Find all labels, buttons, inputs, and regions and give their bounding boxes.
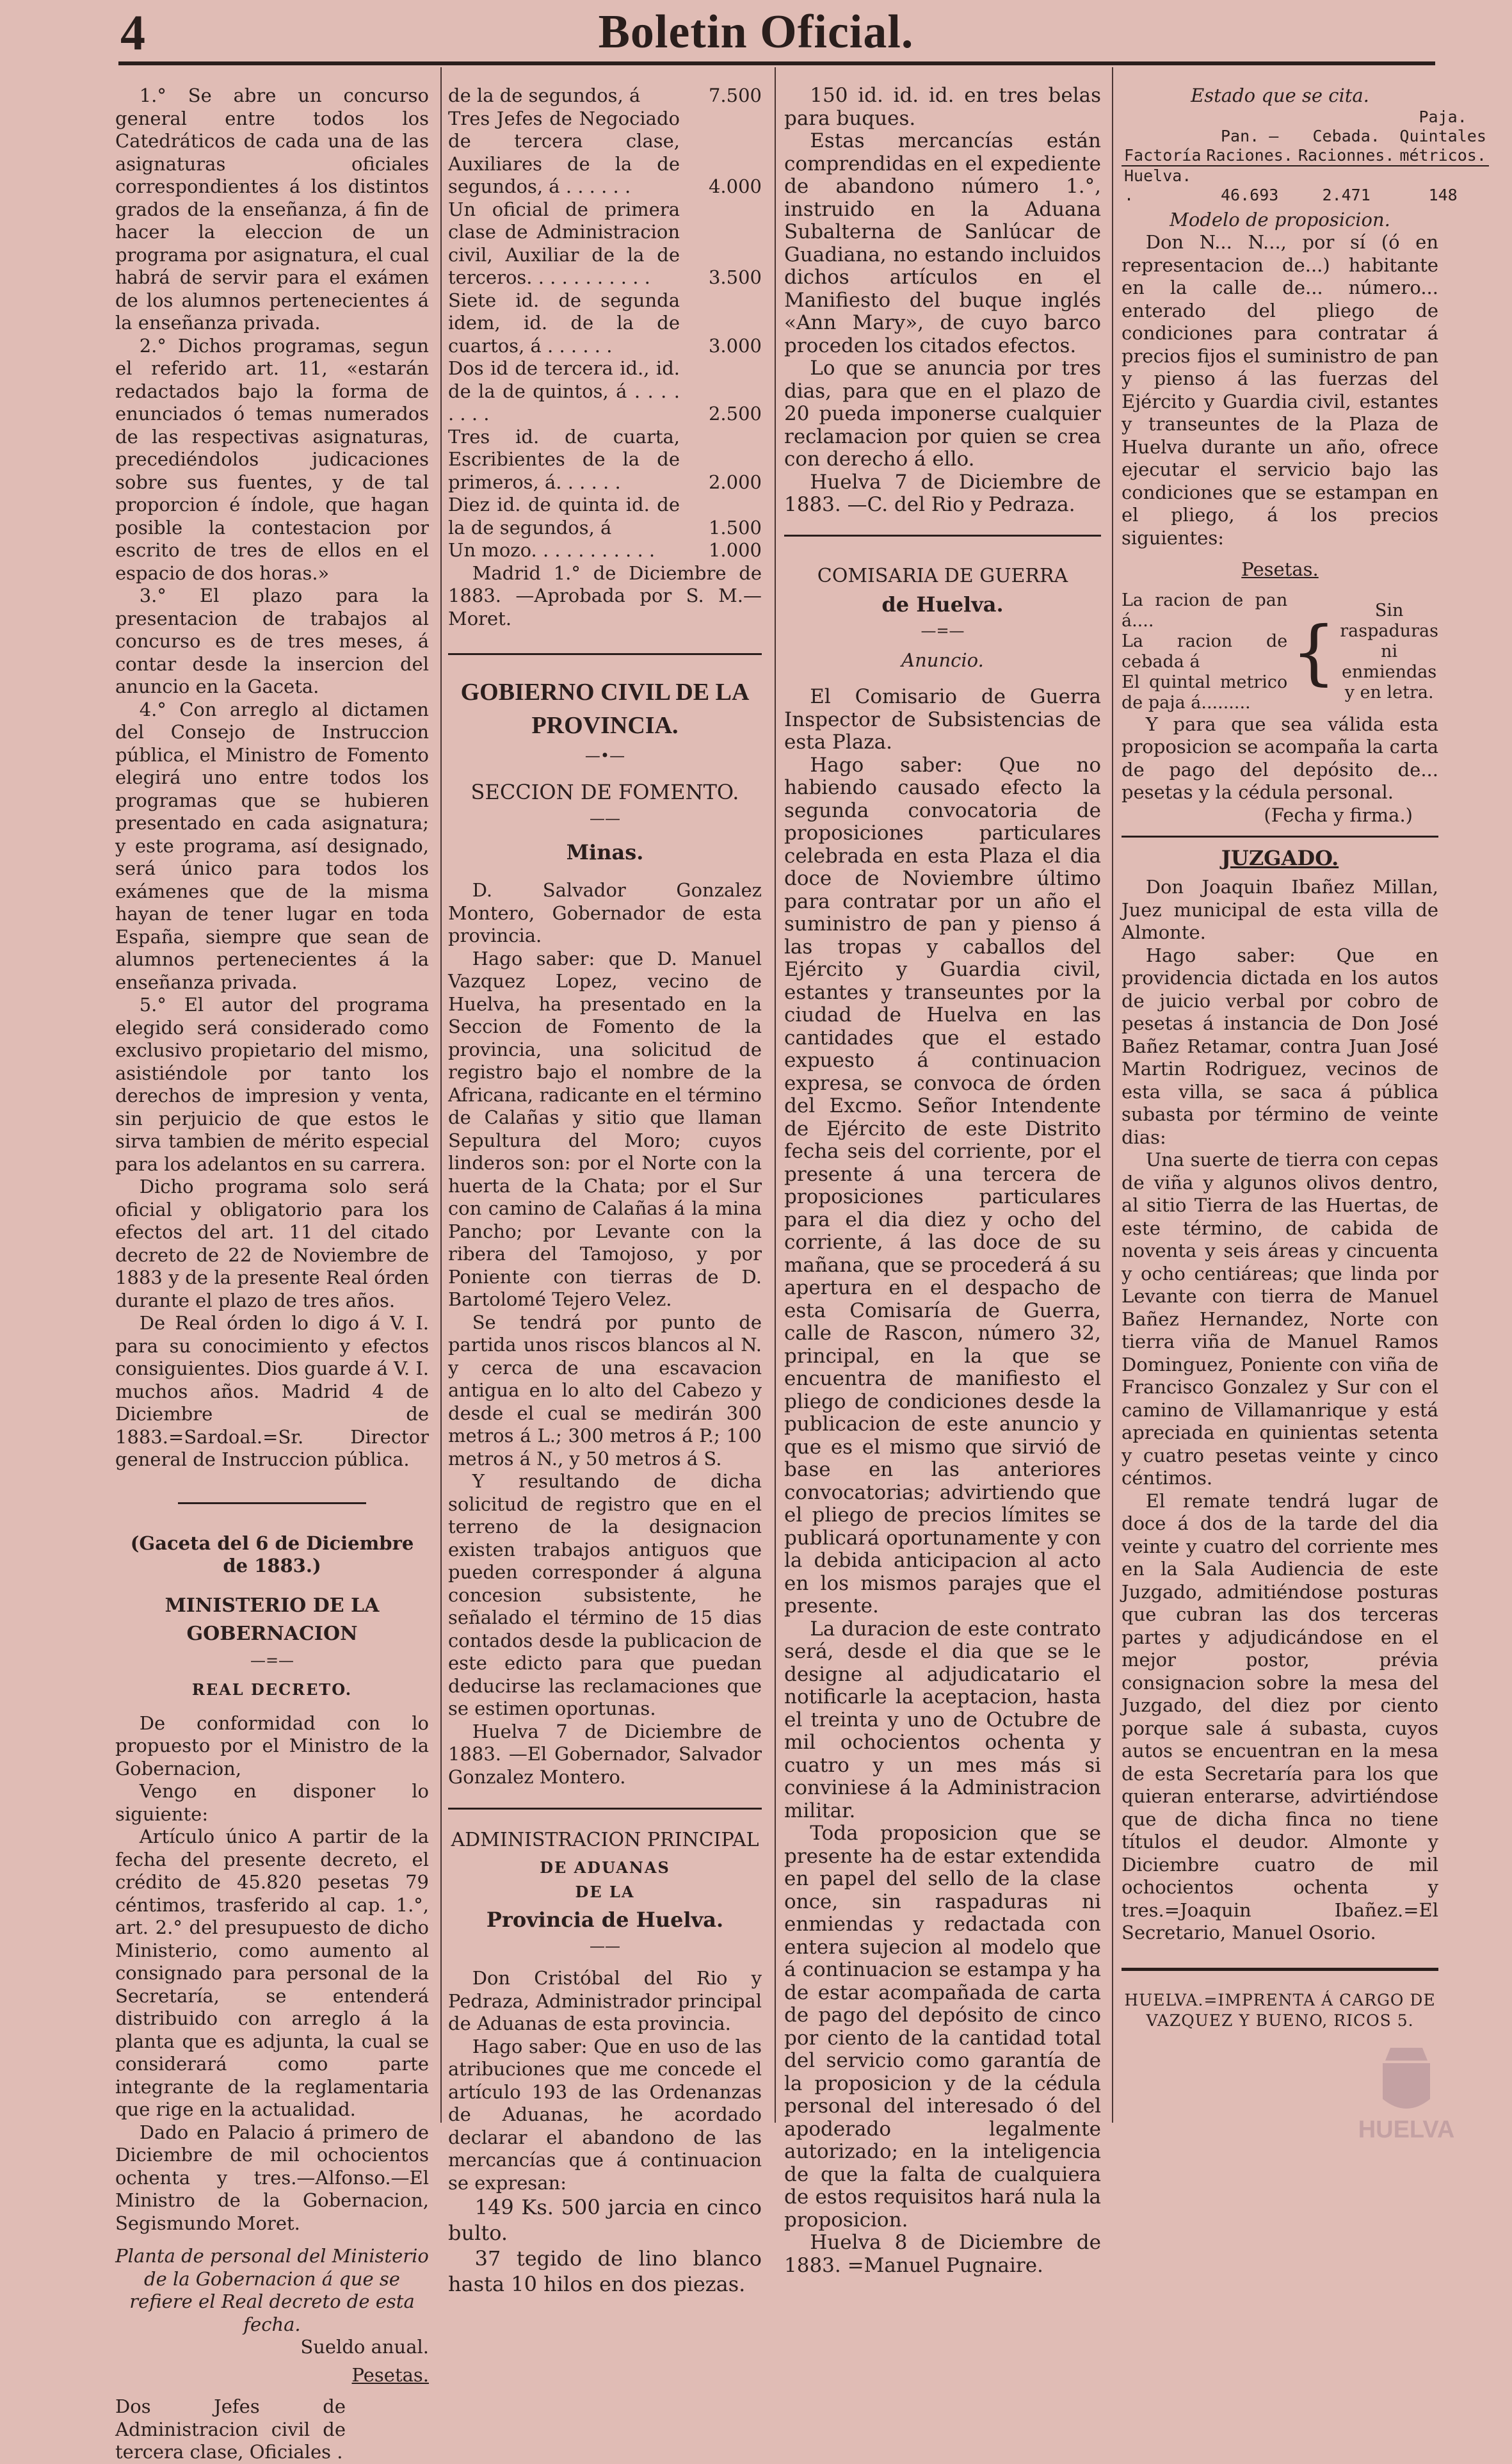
divider (178, 1502, 366, 1504)
masthead-title: Boletin Oficial. (598, 6, 914, 58)
column-3 (784, 85, 1101, 2277)
divider (448, 1808, 762, 1810)
column-1 (115, 85, 429, 2464)
paragraph: Hago saber: Que no habiendo causado efecto la segunda convocatoria de proposiciones particulares celebrada en esta Plaza el dia doce de Noviembre último para contratar por un año el suministro de pan y pienso á las tropas y caballos del Ejército y Guardia civil, estantes y transeuntes por la ciudad de Huelva en las cantidades que el estado expuesto á continuacion expresa, se convoca de órden del Excmo. Señor Intendente de Ejército de este Distrito fecha seis del corriente, por el presente á una tercera de proposiciones particulares para el dia diez y ocho del corriente, á las doce de su mañana, que se procederá á su apertura en el despacho de esta Comisaría de Guerra, calle de Rascon, número 32, principal, en la que se encuentra de manifiesto el pliego de condiciones desde la publicacion de este anuncio y que es el mismo que sirvió de base en las anteriores convocatorias; advirtiendo que el pliego de precios límites se publicará oportunamente y con la debida anticipacion al acto en los mismos parajes que el presente. (784, 753, 1101, 1617)
paragraph: Toda proposicion que se presente ha de estar extendida en papel del sello de la clase once, sin raspaduras ni enmiendas y redactada con entera sujecion al modelo que á continuacion se estampa y ha de estar acompañada de carta de pago del depósito de cinco por ciento de la cantidad total del servicio como garantía de la proposicion y de la cédula personal del interesado ó del apoderado legalmente autorizado; en la inteligencia de que la falta de cualquiera de estos requisitos hará nula la proposicion. (784, 1822, 1101, 2232)
item-amount: 3.500 (708, 266, 762, 288)
paragraph: 2.° Dichos programas, segun el referido art. 11, «estarán redactados bajo la forma de enunciados ó temas numerados de las respectivas asignaturas, precediéndolos judicaciones sobre sus fuentes, y de tal proporcion é índole, que hagan posible la contestacion por escrito de tres de ellos en el espacio de dos horas.» (115, 334, 429, 584)
item-amount: 7.500 (708, 85, 762, 106)
paragraph: De Real órden lo digo á V. I. para su conocimiento y efectos consiguientes. Dios guarde á V. I. muchos años. Madrid 4 de Diciembre de 1883.=Sardoal.=Sr. Director general de Instruccion pública. (115, 1312, 429, 1470)
seal-icon (1346, 2041, 1467, 2144)
table-header (1122, 108, 1489, 166)
divider (1122, 1968, 1438, 1971)
paragraph: Don Joaquin Ibañez Millan, Juez municipal de esta villa de Almonte. (1122, 876, 1438, 943)
paragraph: Y resultando de dicha solicitud de registro que en el terreno de la designacion existen trabajos antiguos que pueden corresponder á alguna concesion subsistente, he señalado el término de 15 dias contados desde la publicacion de este edicto para que puedan deducirse las reclamaciones que se estimen oportunas. (448, 1470, 762, 1719)
minas-heading: Minas. (566, 840, 644, 864)
item-label: Siete id. de segunda idem, id. de la de cuartos, á . . . . . . (448, 289, 680, 357)
list-item: Dos Jefes de Administracion civil de tercera clase, Oficiales . (115, 2395, 346, 2463)
paragraph: Don N... N..., por sí (ó en representacion de...) habitante en la calle de... número... enterado del pliego de condiciones para contratar á precios fijos el suministro de pan y pienso á las fuerzas del Ejército y Guardia civil, estantes y transeuntes de la Plaza de Huelva durante un año, ofrece ejecutar el servicio bajo las condiciones que se estampan en el pliego, á los precios siguientes: (1122, 231, 1438, 549)
item-label: Tres Jefes de Negociado de tercera clase, Auxiliares de la de segundos, á . . . . . . (448, 107, 680, 197)
ministry-heading: MINISTERIO DE LA GOBERNACION (165, 1594, 380, 1645)
admin-subheading: DE ADUANAS (540, 1858, 670, 1877)
paragraph: 4.° Con arreglo al dictamen del Consejo de Instruccion pública, el Ministro de Fomento elegirá uno entre todos los programas que se hubieren presentado en cada asignatura; y este programa, así designado, será único para todos los exámenes que de la misma hayan de tener lugar en toda España, siempre que sean de alumnos pertenecientes á la enseñanza privada. (115, 698, 429, 993)
column-header: Paja. Quintales métricos. (1399, 107, 1486, 165)
paragraph: El Comisario de Guerra Inspector de Subsistencias de esta Plaza. (784, 685, 1101, 754)
ornament: —=— (250, 1651, 294, 1669)
salary-list (448, 85, 762, 562)
item-label: Un oficial de primera clase de Administracion civil, Auxiliar de la de terceros. . . . . . . . . . . (448, 198, 680, 288)
page-number: 4 (120, 4, 145, 60)
list-item (448, 289, 762, 358)
item-amount: 3.000 (708, 334, 762, 357)
printer-footer: HUELVA.=IMPRENTA Á CARGO DE VAZQUEZ Y BUENO, RICOS 5. (1124, 1990, 1436, 2030)
price-line: La racion de cebada á (1122, 631, 1288, 672)
estado-heading: Estado que se cita. (1191, 85, 1369, 106)
sueldo-label: Sueldo anual. (300, 2336, 429, 2358)
planta-heading: Planta de personal del Ministerio de la Gobernacion á que se refiere el Real decreto de esta fecha. (115, 2245, 429, 2335)
juzgado-heading: JUZGADO. (1221, 846, 1339, 870)
pesetas-label: Pesetas. (351, 2363, 429, 2386)
pesetas-label: Pesetas. (1241, 558, 1319, 580)
column-header: Cebada. Racionnes. (1298, 126, 1395, 165)
list-item (448, 426, 762, 494)
paragraph: Estas mercancías están comprendidas en el expediente de abandono número 1.°, instruido en la Aduana Subalterna de Sanlúcar de Guadiana, no estando incluidos dichos artículos en el Manifiesto del buque inglés «Ann Mary», de cuyo barco proceden los citados efectos. (784, 129, 1101, 357)
modelo-heading: Modelo de proposicion. (1170, 208, 1390, 231)
header-rule (118, 61, 1435, 65)
divider (1122, 836, 1438, 838)
paragraph: Hago saber: que D. Manuel Vazquez Lopez, vecino de Huelva, ha presentado en la Seccion de Fomento de la provincia, una solicitud de registro bajo el nombre de la Africana, radicante en el término de Calañas y sitio que llaman Sepultura del Moro; cuyos linderos son: por el Norte con la huerta de la Chata; por el Sur con camino de Calañas á la mina Pancho; por Levante con la ribera del Tamojoso, y por Poniente con tierras de D. Bartolomé Tejero Velez. (448, 947, 762, 1310)
paragraph: Huelva 7 de Diciembre de 1883. —El Gobernador, Salvador Gonzalez Montero. (448, 1720, 762, 1788)
paragraph: Dicho programa solo será oficial y obligatorio para los efectos del art. 11 del citado decreto de 22 de Noviembre de 1883 y de la presente Real órden durante el plazo de tres años. (115, 1176, 429, 1311)
paragraph: Se tendrá por punto de partida unos riscos blancos al N. y cerca de una escavacion antigua en lo alto del Cabezo y desde el cual se medirán 300 metros á L.; 300 metros á P.; 100 metros á N., y 50 metros á S. (448, 1311, 762, 1470)
column-header: Pan. — Raciones. (1206, 126, 1293, 165)
divider (784, 535, 1101, 537)
item-label: Un mozo. . . . . . . . . . . (448, 539, 655, 561)
ornament: —— (590, 809, 620, 827)
paragraph: Don Cristóbal del Rio y Pedraza, Administrador principal de Aduanas de esta provincia. (448, 1967, 762, 2034)
admin-heading: ADMINISTRACION PRINCIPAL (451, 1829, 759, 1851)
paragraph: 5.° El autor del programa elegido será considerado como exclusivo propietario del mismo, asistiéndole por tanto los derechos de impresion y venta, sin perjuicio de que estos le sirva tambien de mérito especial para los adelantos en su carrera. (115, 994, 429, 1175)
item-label: Dos id de tercera id., id. de la de quintos, á . . . . . . . . (448, 357, 680, 425)
ornament: —=— (921, 621, 965, 640)
anuncio-heading: Anuncio. (901, 649, 984, 671)
item-label: de la de segundos, á (448, 85, 641, 106)
column-separator (775, 67, 776, 2123)
price-line: La racion de pan á.... (1122, 590, 1288, 631)
brace-note: Sin raspaduras ni enmiendas y en letra. (1340, 600, 1438, 702)
estado-table (1122, 108, 1489, 205)
column-separator (440, 67, 442, 2123)
gaceta-heading: (Gaceta del 6 de Diciembre de 1883.) (130, 1532, 414, 1576)
table-cell: 2.471 (1322, 185, 1371, 204)
paragraph: 1.° Se abre un concurso general entre todos los Catedráticos de cada una de las asignaturas oficiales correspondientes á los distintos grados de la enseñanza, á fin de hacer la eleccion de un programa por asignatura, el cual habrá de servir para el exámen de los alumnos pertenecientes á la enseñanza privada. (115, 85, 429, 334)
admin-subheading: DE LA (575, 1883, 635, 1901)
paragraph: Hago saber: Que en providencia dictada en los autos de juicio verbal por cobro de pesetas á instancia de Don José Bañez Retamar, contra Juan José Martin Rodriguez, vecinos de esta villa, se saca á pública subasta por término de veinte dias: (1122, 944, 1438, 1148)
price-brace-block (1122, 590, 1438, 713)
list-item (448, 539, 762, 562)
divider (448, 653, 762, 655)
item-amount: 2.000 (708, 471, 762, 493)
paragraph: D. Salvador Gonzalez Montero, Gobernador de esta provincia. (448, 879, 762, 946)
gobierno-heading: GOBIERNO CIVIL DE LA PROVINCIA. (460, 679, 750, 739)
paragraph: Huelva 8 de Diciembre de 1883. =Manuel Pugnaire. (784, 2231, 1101, 2277)
list-item (448, 108, 762, 199)
column-2 (448, 85, 762, 2297)
paragraph: Lo que se anuncia por tres dias, para que en el plazo de 20 pueda imponerse cualquier reclamacion por quien se crea con derecho á ello. (784, 357, 1101, 471)
list-item (448, 199, 762, 289)
paragraph: Dado en Palacio á primero de Diciembre de mil ochocientos ochenta y tres.—Alfonso.—El Ministro de la Gobernacion, Segismundo Moret. (115, 2121, 429, 2234)
watermark-text: HUELVA (1358, 2116, 1455, 2143)
list-item (448, 494, 762, 539)
paragraph: Artículo único A partir de la fecha del presente decreto, el crédito de 45.820 pesetas 79 céntimos, trasferido al cap. 1.°, art. 2.° del presupuesto de dicho Ministerio, como aumento al consignado para personal de la Secretaría, se entenderá distribuido con arreglo á la planta que es adjunta, la cual se considerará como parte integrante de la reglamentaria que rige en la actualidad. (115, 1826, 429, 2120)
brace-glyph: { (1291, 610, 1337, 693)
city-seal-watermark (1346, 2041, 1467, 2144)
item-label: Tres id. de cuarta, Escribientes de la de primeros, á. . . . . . (448, 425, 680, 493)
paragraph: Hago saber: Que en uso de las atribuciones que me concede el artículo 193 de las Ordenanzas de Aduanas, he acordado declarar el abandono de las mercancías que á continuacion se expresan: (448, 2035, 762, 2194)
item-amount: 4.000 (708, 175, 762, 197)
ornament: —— (590, 1937, 620, 1955)
table-cell: 46.693 (1221, 185, 1279, 204)
price-line: El quintal metrico de paja á......... (1122, 672, 1288, 713)
paragraph: Una suerte de tierra con cepas de viña y algunos olivos dentro, al sitio Tierra de las Huertas, de este término, de cabida de noventa y seis áreas y cincuenta y ocho centiáreas; que linda por Levante con tierra de Manuel Bañez Hernandez, Norte con tierra viña de Manuel Ramos Dominguez, Poniente con viña de Francisco Gonzalez y Sur con el camino de Villamanrique y está apreciada en quinientas setenta y cuatro pesetas veinte y cinco céntimos. (1122, 1149, 1438, 1489)
paragraph: Vengo en disponer lo siguiente: (115, 1780, 429, 1825)
fecha-firma: (Fecha y firma.) (1264, 804, 1413, 826)
paragraph: 37 tegido de lino blanco hasta 10 hilos en dos piezas. (448, 2246, 762, 2296)
decree-heading: REAL DECRETO. (191, 1680, 353, 1699)
table-cell: Huelva. . (1124, 166, 1192, 204)
paragraph: La duracion de este contrato será, desde el dia que se le designe al adjudicatario el notificarle la aceptacion, hasta el treinta y uno de Octubre de mil ochocientos ochenta y cuatro y un mes más si conviniese á la Administracion militar. (784, 1617, 1101, 1822)
comisaria-heading: COMISARIA DE GUERRA (817, 564, 1068, 587)
item-amount: 2.500 (708, 403, 762, 425)
item-label: Diez id. de quinta id. de la de segundos, á (448, 494, 680, 539)
table-row (1122, 166, 1489, 205)
paragraph: 3.° El plazo para la presentacion de trabajos al concurso es de tres meses, á contar desde la insercion del anuncio en la Gaceta. (115, 585, 429, 697)
table-cell: 148 (1428, 185, 1458, 204)
list-item (448, 85, 762, 108)
column-separator (1112, 67, 1113, 2123)
paragraph: Huelva 7 de Diciembre de 1883. —C. del Rio y Pedraza. (784, 470, 1101, 516)
comisaria-subheading: de Huelva. (881, 592, 1004, 617)
paragraph: 149 Ks. 500 jarcia en cinco bulto. (448, 2195, 762, 2245)
admin-province: Provincia de Huelva. (486, 1908, 724, 1932)
paragraph: 150 id. id. id. en tres belas para buques. (784, 84, 1101, 130)
signoff: Madrid 1.° de Diciembre de 1883. —Aprobada por S. M.—Moret. (448, 562, 762, 629)
list-item (448, 357, 762, 426)
seccion-heading: SECCION DE FOMENTO. (470, 780, 739, 804)
ornament: —•— (584, 747, 625, 765)
column-4 (1122, 85, 1486, 2031)
paragraph: El remate tendrá lugar de doce á dos de la tarde del dia veinte y cuatro del corriente mes en la Sala Audiencia de este Juzgado, admitiéndose posturas que cubran las dos terceras partes y adjudicándose en el mejor postor, prévia consignacion sobre la mesa del Juzgado, del diez por ciento porque sale á subasta, cuyos autos se encuentran en la mesa de esta Secretaría para los que quieran enterarse, advirtiéndose que de dicha finca no tiene títulos el deudor. Almonte y Diciembre cuatro de mil ochocientos ochenta y tres.=Joaquin Ibañez.=El Secretario, Manuel Osorio. (1122, 1489, 1438, 1943)
paragraph: De conformidad con lo propuesto por el Ministro de la Gobernacion, (115, 1712, 429, 1779)
item-amount: 1.500 (708, 516, 762, 539)
paragraph: Y para que sea válida esta proposicion se acompaña la carta de pago del depósito de... pesetas y la cédula personal. (1122, 713, 1438, 803)
column-header: Factoría (1124, 145, 1202, 165)
item-amount: 1.000 (708, 539, 762, 561)
